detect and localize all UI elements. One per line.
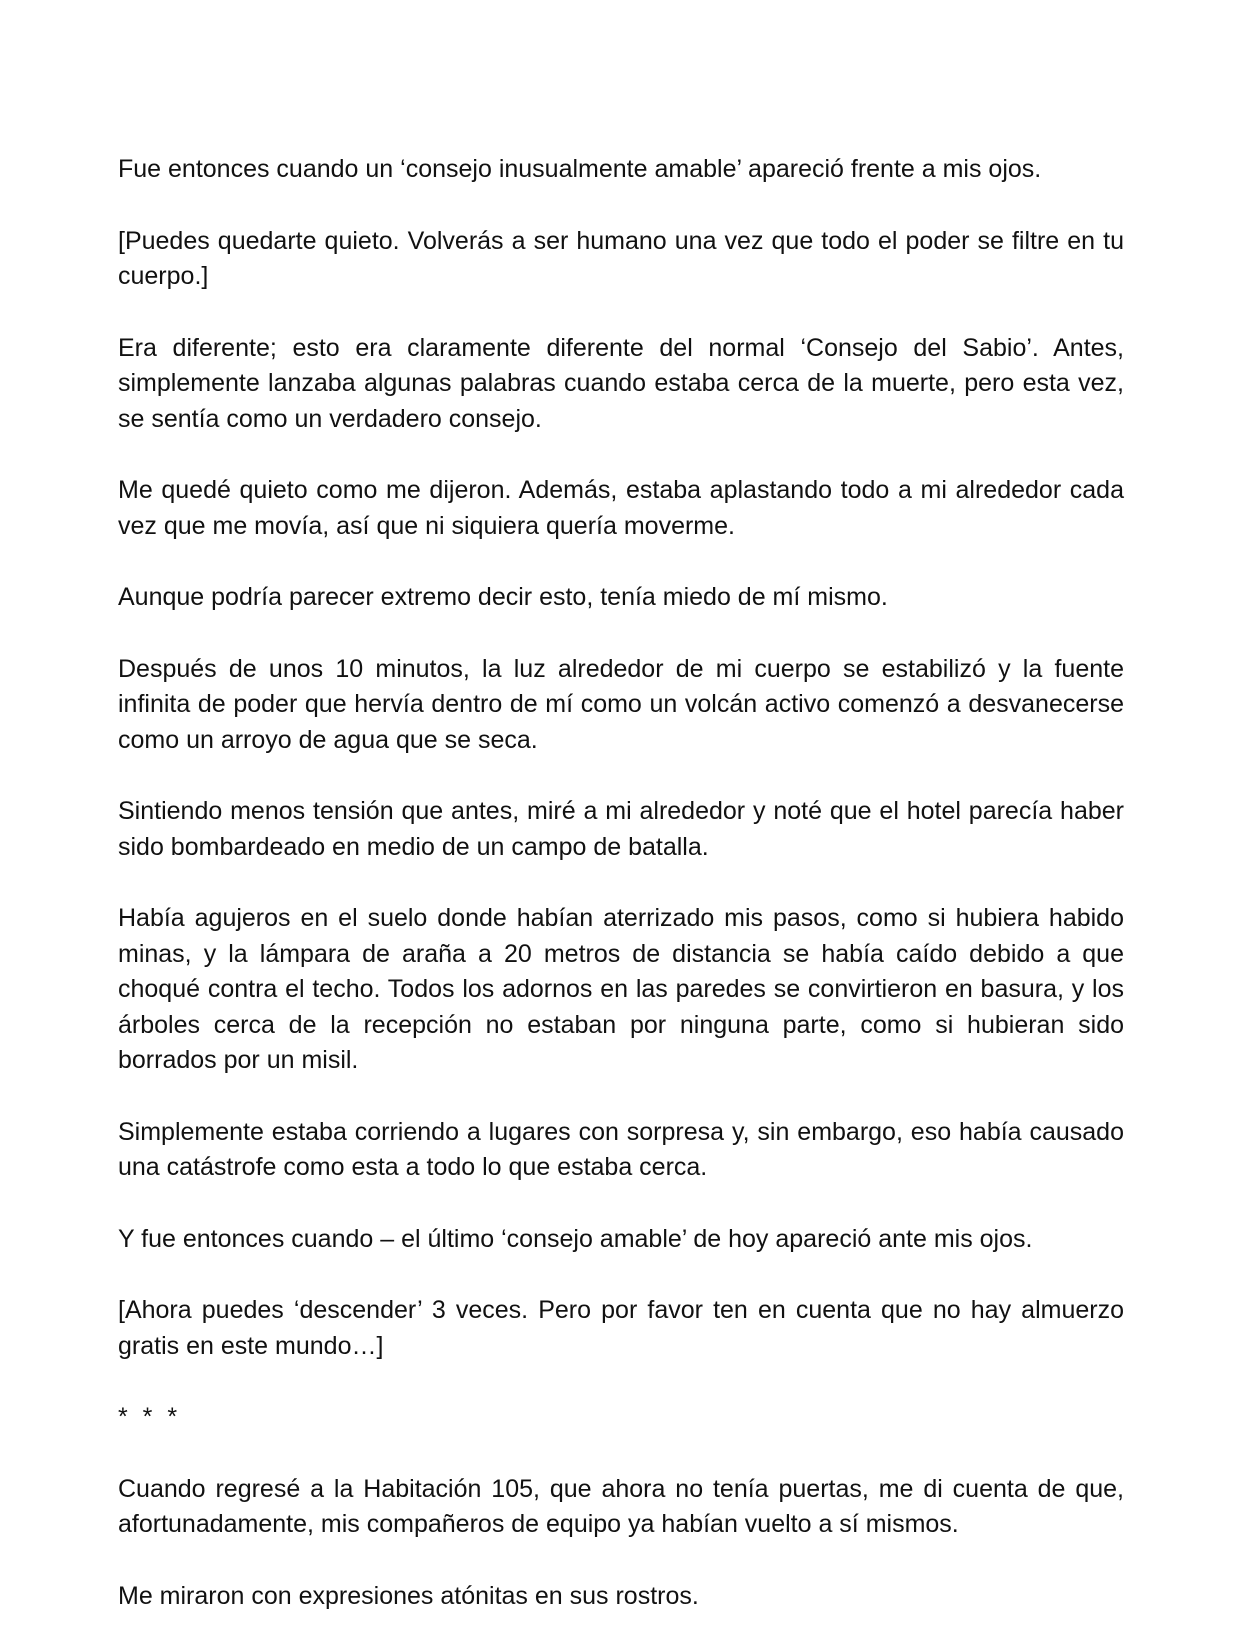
paragraph-11: [Ahora puedes ‘descender’ 3 veces. Pero por favor ten en cuenta que no hay almuerzo gratis en este mundo…]	[118, 1296, 1124, 1360]
paragraph-8: Había agujeros en el suelo donde habían aterrizado mis pasos, como si hubiera habido minas, y la lámpara de araña a 20 metros de distancia se había caído debido a que choqué contra el techo. Todos los adornos en las paredes se convirtieron en basura, y los árboles cerca de la recepción no estaban por ninguna parte, como si hubieran sido borrados por un misil.	[118, 904, 1124, 1074]
paragraph-3: Era diferente; esto era claramente diferente del normal ‘Consejo del Sabio’. Antes, simplemente lanzaba algunas palabras cuando estaba cerca de la muerte, pero esta vez, se sentía como un verdadero consejo.	[118, 333, 1124, 433]
paragraph-6: Después de unos 10 minutos, la luz alrededor de mi cuerpo se estabilizó y la fuente infinita de poder que hervía dentro de mí como un volcán activo comenzó a desvanecerse como un arroyo de agua que se seca.	[118, 654, 1124, 754]
paragraph-10: Y fue entonces cuando – el último ‘consejo amable’ de hoy apareció ante mis ojos.	[118, 1224, 1033, 1253]
paragraph-7: Sintiendo menos tensión que antes, miré a mi alrededor y noté que el hotel parecía haber sido bombardeado en medio de un campo de batalla.	[118, 797, 1124, 861]
paragraph-9: Simplemente estaba corriendo a lugares con sorpresa y, sin embargo, eso había causado una catástrofe como esta a todo lo que estaba cerca.	[118, 1117, 1124, 1181]
paragraph-13: Me miraron con expresiones atónitas en sus rostros.	[118, 1581, 699, 1610]
paragraph-1: Fue entonces cuando un ‘consejo inusualmente amable’ apareció frente a mis ojos.	[118, 155, 1042, 183]
scene-separator: * * *	[118, 1403, 182, 1431]
paragraph-12: Cuando regresé a la Habitación 105, que ahora no tenía puertas, me di cuenta de que, afortunadamente, mis compañeros de equipo ya habían vuelto a sí mismos.	[118, 1474, 1124, 1538]
paragraph-4: Me quedé quieto como me dijeron. Además, estaba aplastando todo a mi alrededor cada vez que me movía, así que ni siquiera quería moverme.	[118, 476, 1124, 540]
paragraph-5: Aunque podría parecer extremo decir esto, tenía miedo de mí mismo.	[118, 583, 888, 611]
paragraph-2: [Puedes quedarte quieto. Volverás a ser humano una vez que todo el poder se filtre en tu cuerpo.]	[118, 226, 1124, 290]
document-body	[118, 152, 1124, 1650]
